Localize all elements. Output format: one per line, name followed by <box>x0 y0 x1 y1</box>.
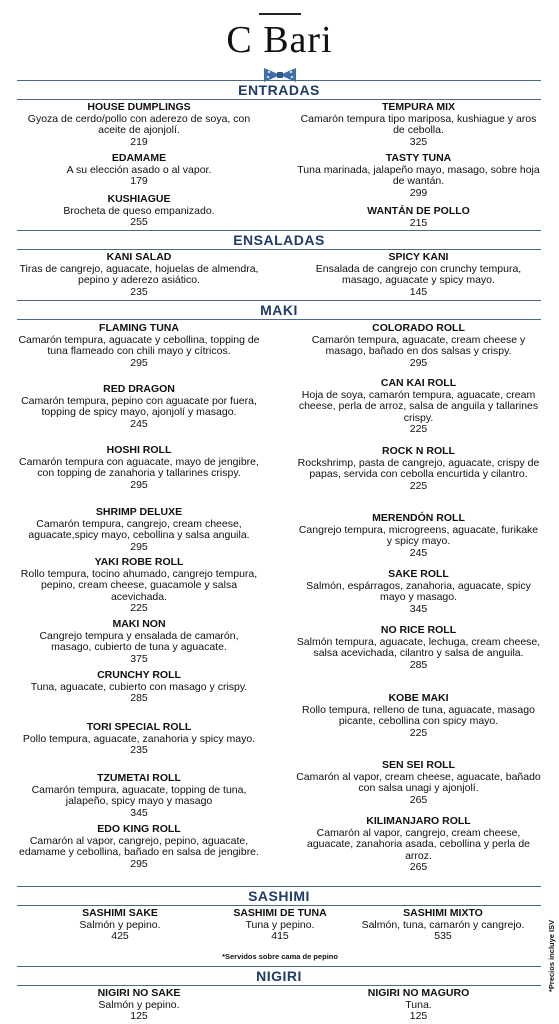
menu-item: HOUSE DUMPLINGS Gyoza de cerdo/pollo con aderezo de soya, con aceite de ajonjolí. 219 <box>27 101 251 148</box>
menu-item: NO RICE ROLL Salmón tempura, aguacate, lechuga, cream cheese, salsa acevichada, cilantro y salsa de anguila. 285 <box>296 624 541 671</box>
menu-item: ROCK N ROLL Rockshrimp, pasta de cangrejo, aguacate, crispy de papas, servida con cebolla encurtida y cilantro. 225 <box>297 445 540 492</box>
menu-item: KANI SALAD Tiras de cangrejo, aguacate, hojuelas de almendra, pepino y aderezo asiático. 235 <box>19 251 259 298</box>
menu-item: HOSHI ROLL Camarón tempura con aguacate, mayo de jengibre, con topping de zanahoria y tallarines crispy. 295 <box>19 444 259 491</box>
menu-item: SHRIMP DELUXE Camarón tempura, cangrejo, cream cheese, aguacate,spicy mayo, cebollina y salsa anguila. 295 <box>28 506 250 553</box>
menu-item: NIGIRI NO SAKE Salmón y pepino. 125 <box>97 987 181 1022</box>
tax-note: *Precios incluye ISV <box>547 919 556 992</box>
menu-item: MERENDÓN ROLL Cangrejo tempura, microgreens, aguacate, furikake y spicy mayo. 245 <box>298 512 539 559</box>
menu-item: KILIMANJARO ROLL Camarón al vapor, cangrejo, cream cheese, aguacate, zanahoria asada, cebollina y perla de arroz. 265 <box>307 815 530 873</box>
menu-item: SAKE ROLL Salmón, espárragos, zanahoria, aguacate, spicy mayo y masago. 345 <box>306 568 531 615</box>
menu-item: CRUNCHY ROLL Tuna, aguacate, cubierto con masago y crispy. 285 <box>30 669 248 704</box>
menu-item: SPICY KANI Ensalada de cangrejo con crunchy tempura, masago, aguacate y spicy mayo. 145 <box>315 251 522 298</box>
menu-item: RED DRAGON Camarón tempura, pepino con aguacate por fuera, topping de spicy mayo, ajonjolí y masago. 245 <box>21 383 257 430</box>
menu-item: SASHIMI MIXTO Salmón, tuna, camarón y cangrejo. 535 <box>361 907 525 942</box>
menu-item: KUSHIAGUE Brocheta de queso empanizado. 255 <box>63 193 215 228</box>
section-header-ensaladas: ENSALADAS <box>17 230 541 250</box>
section-header-sashimi: SASHIMI <box>17 886 541 906</box>
menu-item: SASHIMI DE TUNA Tuna y pepino. 415 <box>233 907 327 942</box>
menu-item: YAKI ROBE ROLL Rollo tempura, tocino ahumado, cangrejo tempura, pepino, cream cheese, guacamole y salsa acevichada. 225 <box>20 556 258 614</box>
menu-item: EDAMAME A su elección asado o al vapor. 179 <box>66 152 212 187</box>
menu-item: TEMPURA MIX Camarón tempura tipo mariposa, kushiague y aros de cebolla. 325 <box>300 101 537 148</box>
section-header-maki: MAKI <box>17 300 541 320</box>
menu-item: WANTÁN DE POLLO 215 <box>367 205 470 229</box>
menu-item: FLAMING TUNA Camarón tempura, aguacate y cebollina, topping de tuna flameado con chili mayo y cítricos. 295 <box>18 322 260 369</box>
menu-item: EDO KING ROLL Camarón al vapor, cangrejo, pepino, aguacate, edamame y cebollina, bañado en salsa de jengibre. 295 <box>19 823 259 870</box>
section-header-nigiri: NIGIRI <box>17 966 541 986</box>
menu-item: TZUMETAI ROLL Camarón tempura, aguacate, topping de tuna, jalapeño, spicy mayo y masago 345 <box>31 772 247 819</box>
menu-item: COLORADO ROLL Camarón tempura, aguacate, cream cheese y masago, bañado en dos salsas y crispy. 295 <box>311 322 526 369</box>
menu-item: TASTY TUNA Tuna marinada, jalapeño mayo, masago, sobre hoja de wantán. 299 <box>297 152 540 199</box>
menu-item: NIGIRI NO MAGURO Tuna. 125 <box>367 987 470 1022</box>
section-header-entradas: ENTRADAS <box>17 80 541 100</box>
logo <box>0 10 559 80</box>
menu-item: CAN KAI ROLL Hoja de soya, camarón tempura, aguacate, cream cheese, perla de arroz, salsa de anguila y tallarines crispy. 225 <box>298 377 539 435</box>
menu-item: TORI SPECIAL ROLL Pollo tempura, aguacate, zanahoria y spicy mayo. 235 <box>22 721 256 756</box>
menu-item: SASHIMI SAKE Salmón y pepino. 425 <box>79 907 161 942</box>
menu-item: SEN SEI ROLL Camarón al vapor, cream cheese, aguacate, bañado con salsa unagi y ajonjolí. 265 <box>296 759 541 806</box>
menu-item: KOBE MAKI Rollo tempura, relleno de tuna, aguacate, masago picante, cebollina con spicy mayo. 225 <box>302 692 535 739</box>
sashimi-note: *Servidos sobre cama de pepino <box>222 952 338 961</box>
brand-name: C Bari <box>226 19 333 61</box>
menu-item: MAKI NON Cangrejo tempura y ensalada de camarón, masago, cubierto de tuna y aguacate. 375 <box>39 618 239 665</box>
